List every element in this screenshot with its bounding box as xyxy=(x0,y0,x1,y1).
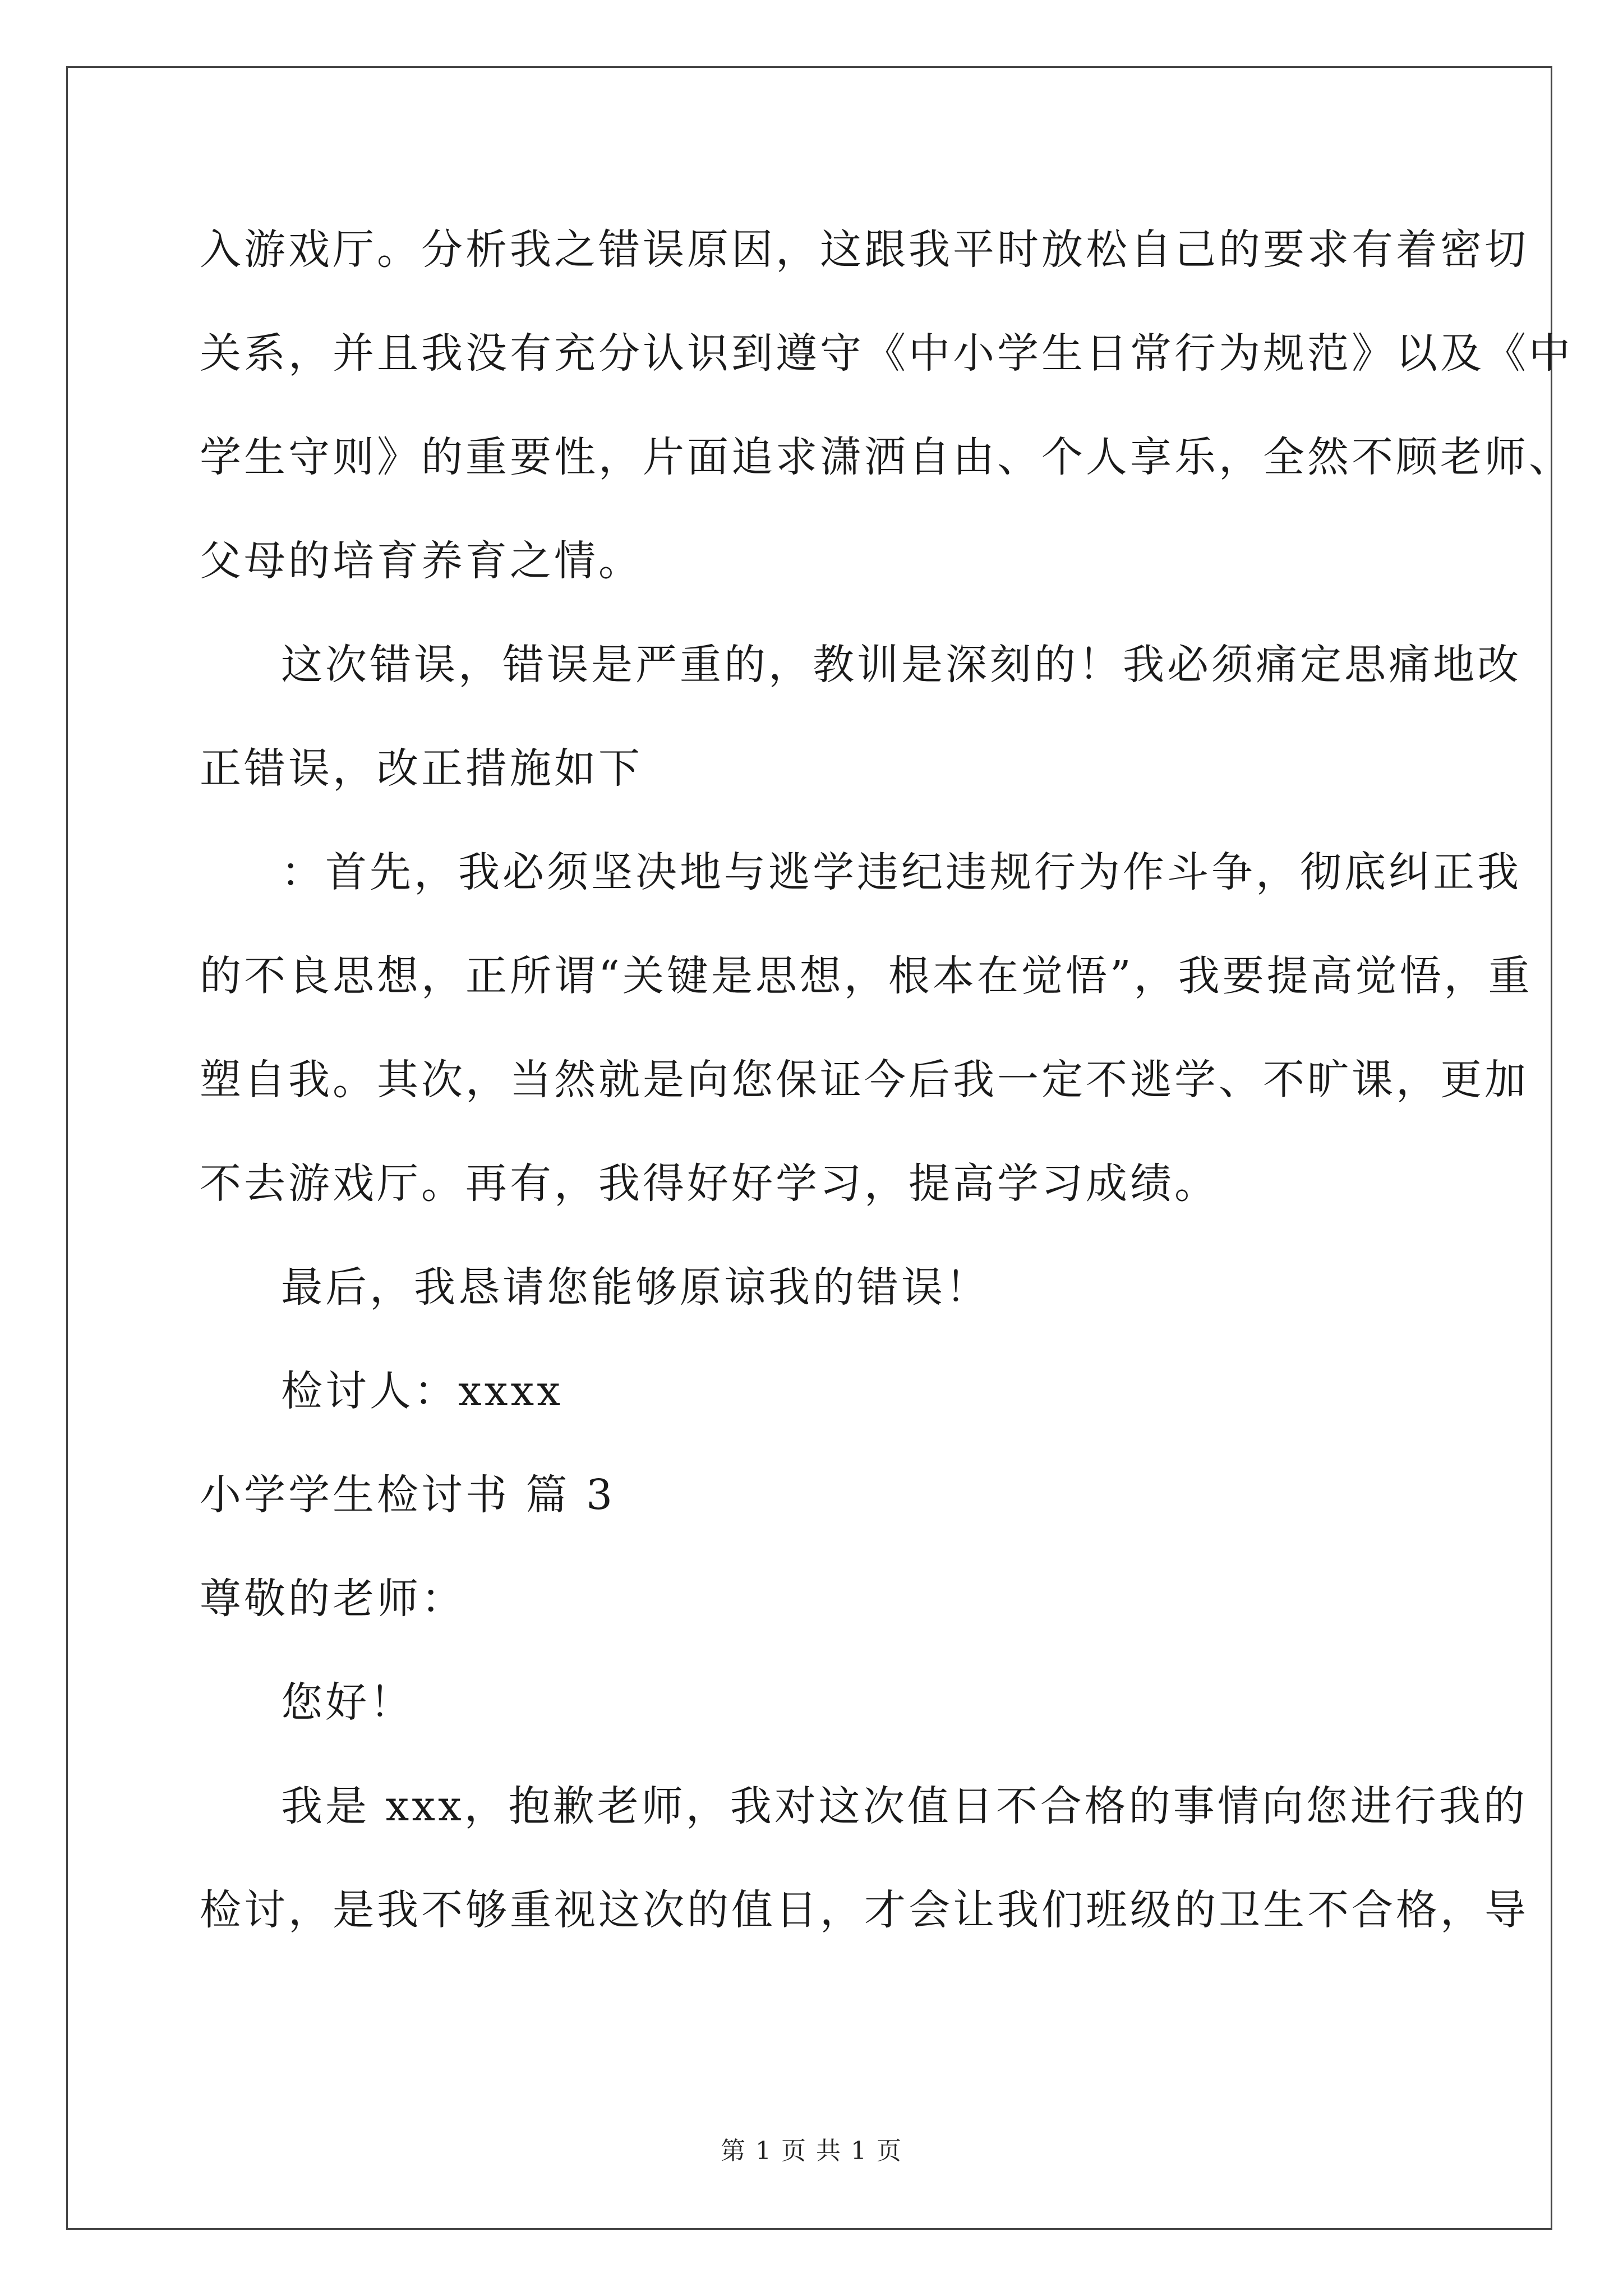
text-line-7: ：首先，我必须坚决地与逃学违纪违规行为作斗争，彻底纠正我 xyxy=(281,848,1521,896)
text-line-9: 塑自我。其次，当然就是向您保证今后我一定不逃学、不旷课，更加 xyxy=(200,1056,1529,1104)
text-line-8: 的不良思想，正所谓“关键是思想，根本在觉悟”，我要提高觉悟，重 xyxy=(200,952,1533,1000)
section-heading: 小学学生检讨书 篇 3 xyxy=(200,1471,616,1519)
text-line-2: 关系，并且我没有充分认识到遵守《中小学生日常行为规范》以及《中 xyxy=(200,329,1573,378)
signature-line: 检讨人：xxxx xyxy=(281,1367,563,1415)
text-line-16: 我是 xxx，抱歉老师，我对这次值日不合格的事情向您进行我的 xyxy=(281,1782,1528,1830)
text-line-3: 学生守则》的重要性，片面追求潇洒自由、个人享乐，全然不顾老师、 xyxy=(200,433,1573,481)
text-line-1: 入游戏厅。分析我之错误原因，这跟我平时放松自己的要求有着密切 xyxy=(200,226,1529,274)
text-line-6: 正错误，改正措施如下 xyxy=(200,744,643,793)
salutation: 尊敬的老师： xyxy=(200,1575,465,1623)
page-footer: 第 1 页 共 1 页 xyxy=(721,2137,902,2165)
text-line-17: 检讨，是我不够重视这次的值日，才会让我们班级的卫生不合格，导 xyxy=(200,1886,1529,1934)
text-line-10: 不去游戏厅。再有，我得好好学习，提高学习成绩。 xyxy=(200,1159,1219,1208)
text-line-11: 最后，我恳请您能够原谅我的错误！ xyxy=(281,1263,990,1312)
text-line-5: 这次错误，错误是严重的，教训是深刻的！我必须痛定思痛地改 xyxy=(281,641,1521,689)
greeting: 您好！ xyxy=(281,1678,414,1727)
text-line-4: 父母的培育养育之情。 xyxy=(200,537,643,585)
